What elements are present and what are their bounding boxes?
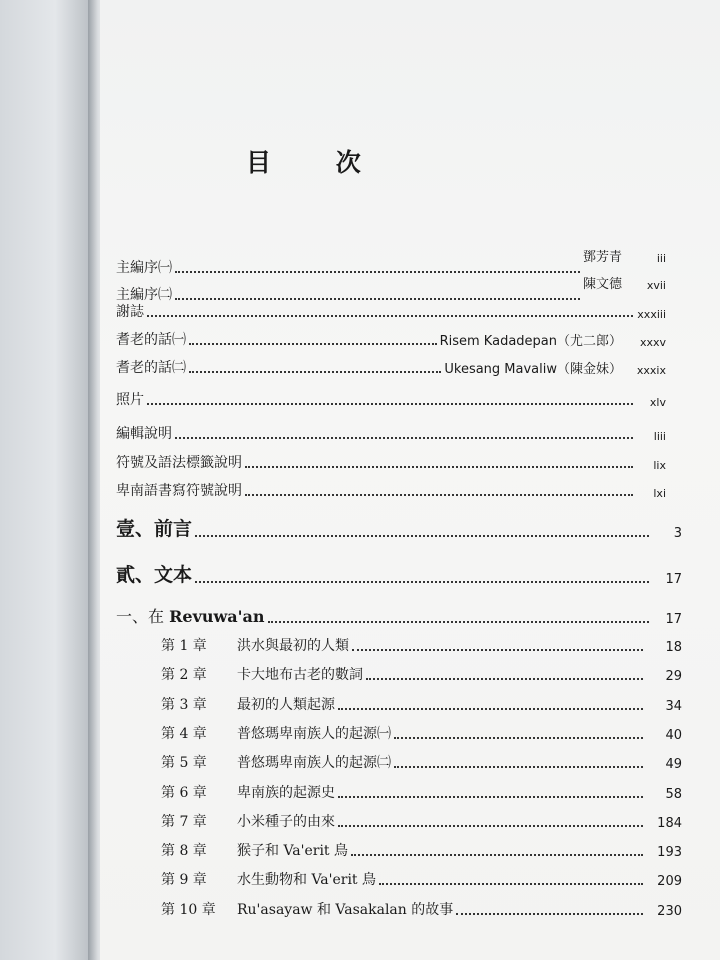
dot-leader <box>394 766 643 768</box>
chapter-number: 第 10 章 <box>161 901 216 918</box>
section-entry[interactable] <box>116 560 682 587</box>
entry-label: 主編序㈠ <box>116 260 172 276</box>
chapter-entry[interactable] <box>161 752 682 772</box>
page-number: iii <box>656 252 666 265</box>
chapter-title: 小米種子的由來 <box>237 813 335 830</box>
chapter-number: 第 8 章 <box>161 843 207 860</box>
chapter-number: 第 9 章 <box>161 872 207 889</box>
entry-author: Ukesang Mavaliw（陳金妹） <box>444 362 622 377</box>
page-number: 18 <box>665 640 682 655</box>
entry-label: 編輯說明 <box>116 426 172 442</box>
chapter-title: Ru'asayaw 和 Vasakalan 的故事 <box>237 901 454 918</box>
subsection-row[interactable] <box>116 604 682 627</box>
page-number: xvii <box>646 279 666 292</box>
entry-label: 主編序㈡ <box>116 287 172 303</box>
dot-leader <box>195 581 649 583</box>
page-number: liii <box>653 430 666 443</box>
section-label: 貳、文本 <box>116 564 193 586</box>
chapter-number: 第 5 章 <box>161 755 207 772</box>
dot-leader <box>189 371 441 373</box>
entry-label: 耆老的話㈡ <box>116 360 186 376</box>
page-number: 209 <box>657 874 682 890</box>
chapter-entry[interactable] <box>161 782 682 802</box>
dot-leader <box>175 298 580 300</box>
page-number: 58 <box>665 786 682 802</box>
chapter-title: 普悠瑪卑南族人的起源㈡ <box>237 755 391 772</box>
chapter-title: 水生動物和 Va'erit 鳥 <box>237 872 377 889</box>
chapter-entry[interactable] <box>161 899 682 919</box>
entry-label: 符號及語法標籤說明 <box>116 455 242 471</box>
page-number: 29 <box>665 669 682 685</box>
toc-entry[interactable] <box>116 389 666 409</box>
chapter-entry[interactable] <box>161 635 682 655</box>
dot-leader <box>338 708 643 710</box>
dot-leader <box>268 621 649 623</box>
entry-label: 卑南語書寫符號說明 <box>116 483 242 499</box>
chapter-title: 洪水與最初的人類 <box>237 638 349 654</box>
page-number: lix <box>653 459 666 472</box>
page-number: 17 <box>665 572 682 587</box>
entry-label: 照片 <box>116 392 144 408</box>
chapter-title: 普悠瑪卑南族人的起源㈠ <box>237 725 391 742</box>
dot-leader <box>147 315 633 317</box>
entry-label: 謝誌 <box>116 304 144 320</box>
page-number: 17 <box>665 612 682 627</box>
toc-entry[interactable] <box>116 480 666 500</box>
page-title: 目 次 <box>246 148 389 177</box>
dot-leader <box>352 649 643 651</box>
toc-entry[interactable] <box>116 357 666 377</box>
chapter-number: 第 6 章 <box>161 784 207 801</box>
page-number: 49 <box>665 757 682 773</box>
chapter-title: 最初的人類起源 <box>237 696 335 713</box>
toc-entry[interactable] <box>116 301 666 321</box>
page-number: xxxiii <box>637 308 666 321</box>
chapter-title: 猴子和 Va'erit 鳥 <box>237 843 349 860</box>
page-number: xxxv <box>639 336 666 349</box>
chapter-title: 卑南族的起源史 <box>237 784 335 801</box>
chapter-entry[interactable] <box>161 723 682 743</box>
dot-leader <box>195 535 649 537</box>
dot-leader <box>245 494 633 496</box>
dot-leader <box>379 883 643 885</box>
dot-leader <box>394 737 643 739</box>
page-number: 40 <box>665 727 682 743</box>
dot-leader <box>245 466 633 468</box>
dot-leader <box>351 854 643 856</box>
chapter-entry[interactable] <box>161 840 682 860</box>
page-number: xlv <box>649 396 666 409</box>
chapter-number: 第 2 章 <box>161 667 207 684</box>
entry-author: 陳文德 <box>582 277 622 292</box>
subsection-label: 一、在 Revuwa'an <box>116 607 265 626</box>
toc-entry[interactable] <box>116 452 666 472</box>
chapter-number: 第 4 章 <box>161 725 207 742</box>
toc-entry[interactable] <box>116 273 666 304</box>
chapter-number: 第 1 章 <box>161 638 207 654</box>
page-number: 193 <box>657 845 682 861</box>
section-entry[interactable] <box>116 514 682 541</box>
entry-label: 耆老的話㈠ <box>116 332 186 348</box>
chapter-number: 第 3 章 <box>161 696 207 713</box>
toc-entry[interactable] <box>116 329 666 349</box>
entry-author: 鄧芳青 <box>582 250 622 265</box>
dot-leader <box>456 913 643 915</box>
facing-page <box>0 0 92 960</box>
page-number: 34 <box>665 698 682 714</box>
section-label: 壹、前言 <box>116 518 193 540</box>
chapter-entry[interactable] <box>161 694 682 714</box>
dot-leader <box>338 796 643 798</box>
dot-leader <box>175 437 633 439</box>
chapter-entry[interactable] <box>161 869 682 889</box>
page-number: 184 <box>657 815 682 831</box>
dot-leader <box>366 678 643 680</box>
chapter-title: 卡大地布古老的數詞 <box>237 667 363 684</box>
page-number: lxi <box>653 487 666 500</box>
page-number: 3 <box>673 526 682 541</box>
chapter-number: 第 7 章 <box>161 813 207 830</box>
page-number: xxxix <box>636 364 666 377</box>
dot-leader <box>338 825 643 827</box>
chapter-entry[interactable] <box>161 664 682 684</box>
dot-leader <box>147 403 633 405</box>
entry-author: Risem Kadadepan（尤二郎） <box>439 334 622 349</box>
page-number: 230 <box>657 903 682 919</box>
toc-entry[interactable] <box>116 423 666 443</box>
chapter-entry[interactable] <box>161 811 682 831</box>
dot-leader <box>189 343 437 345</box>
